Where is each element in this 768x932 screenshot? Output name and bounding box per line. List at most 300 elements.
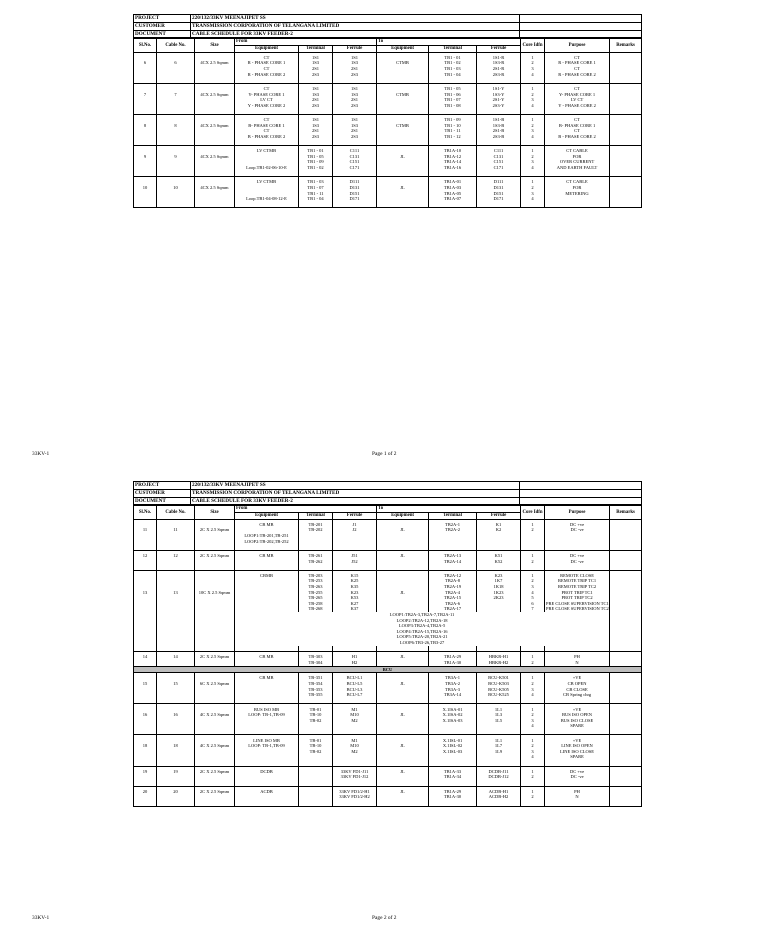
to-equipment: JL	[377, 654, 429, 660]
from-ferrule: 1S3	[333, 60, 377, 66]
cable-no: 6	[157, 60, 195, 66]
from-ferrule: H2	[333, 660, 377, 666]
from-ferrule: M1	[333, 707, 377, 713]
col-from-ferrule: Ferrule	[333, 512, 377, 519]
from-ferrule: 1S1	[333, 55, 377, 61]
from-equipment: LOOP1:TB-201,TB-251	[235, 533, 299, 539]
from-ferrule: C111	[333, 148, 377, 154]
to-equipment: JL	[377, 553, 429, 559]
from-equipment: CT	[235, 66, 299, 72]
to-ferrule: BCU-K501	[477, 675, 521, 681]
sl-no: 10	[134, 185, 157, 191]
blank-cell	[429, 202, 477, 208]
from-terminal: TB-202	[299, 527, 333, 533]
cable-no: 14	[157, 654, 195, 660]
to-equipment: JL	[377, 154, 429, 160]
purpose: PROT TRIP TC2	[545, 595, 610, 601]
from-terminal: 1S3	[299, 92, 333, 98]
to-terminal: TB2A-2	[429, 527, 477, 533]
from-terminal: TB-10	[299, 743, 333, 749]
from-equipment: B - PHASE CORE 2	[235, 134, 299, 140]
core-idfn: 3	[521, 687, 545, 693]
core-idfn: 3	[521, 66, 545, 72]
from-terminal: 2S1	[299, 66, 333, 72]
loop-note: LOOP2:TB2A-12,TB2A-18	[235, 618, 610, 624]
to-ferrule: HBKR-H2	[477, 660, 521, 666]
loop-note: LOOP5:TB2A-20,TB2A-21	[235, 634, 610, 640]
from-terminal: TB-255	[299, 590, 333, 596]
to-terminal: TB1A-34	[429, 774, 477, 780]
from-terminal: 1S1	[299, 86, 333, 92]
to-terminal: X.1ISA-02	[429, 712, 477, 718]
cable-no: 19	[157, 769, 195, 775]
blank-cell	[377, 800, 429, 806]
customer-label: CUSTOMER	[134, 22, 191, 30]
cable-size: 4C X 2.5 Sqmm	[195, 712, 235, 718]
customer-label: CUSTOMER	[134, 489, 191, 497]
from-ferrule: 1S1	[333, 86, 377, 92]
from-terminal: TB-351	[299, 675, 333, 681]
purpose: B- PHASE CORE 1	[545, 123, 610, 129]
from-equipment: B- PHASE CORE 1	[235, 123, 299, 129]
from-ferrule: 2S3	[333, 134, 377, 140]
to-ferrule: C111	[477, 148, 521, 154]
sl-no: 15	[134, 681, 157, 687]
purpose: N	[545, 660, 610, 666]
blank-cell	[333, 800, 377, 806]
col-cable-no: Cable No.	[157, 39, 195, 52]
purpose: CB OPEN	[545, 681, 610, 687]
blank-cell	[157, 202, 195, 208]
core-idfn: 2	[521, 774, 545, 780]
cable-no: 13	[157, 590, 195, 596]
from-ferrule: C131	[333, 154, 377, 160]
loop-note: LOOP1:TB2A-3,TB2A-7,TB2A-11	[235, 612, 610, 618]
footer-left-1: 33KV-1	[32, 451, 50, 457]
to-ferrule: DCDB-J12	[477, 774, 521, 780]
from-ferrule: BCU-L7	[333, 692, 377, 698]
to-terminal: X.1ISL-03	[429, 749, 477, 755]
blank-cell	[235, 202, 299, 208]
to-terminal: TB2A-6	[429, 601, 477, 607]
cable-size: 10C X 2.5 Sqmm	[195, 590, 235, 596]
blank-cell	[545, 202, 610, 208]
core-idfn: 1	[521, 553, 545, 559]
from-terminal: TB-353	[299, 687, 333, 693]
to-terminal: X.1ISA-01	[429, 707, 477, 713]
cable-size: 4CX 2.5 Sqmm	[195, 60, 235, 66]
from-terminal: TB-01	[299, 738, 333, 744]
from-equipment: CB MB	[235, 522, 299, 528]
from-equipment: DCDB	[235, 769, 299, 775]
core-idfn: 1	[521, 522, 545, 528]
from-terminal: TB-201	[299, 522, 333, 528]
purpose: REMOTE CLOSE	[545, 573, 610, 579]
from-ferrule: 1S3	[333, 123, 377, 129]
core-idfn: 2	[521, 712, 545, 718]
purpose: FOR	[545, 185, 610, 191]
from-terminal: TB-02	[299, 749, 333, 755]
core-idfn: 1	[521, 654, 545, 660]
cable-size: 4C X 2.5 Sqmm	[195, 743, 235, 749]
col-to-ferrule: Ferrule	[477, 512, 521, 519]
core-idfn: 4	[521, 692, 545, 698]
from-ferrule: C171	[333, 165, 377, 171]
cable-no: 20	[157, 789, 195, 795]
to-ferrule: 1S3-R	[477, 60, 521, 66]
to-terminal: TB2A-1	[429, 522, 477, 528]
from-ferrule: K25	[333, 578, 377, 584]
to-ferrule: ACDB-H2	[477, 794, 521, 800]
col-from-equipment: Equipment	[235, 45, 299, 52]
to-terminal: TB1 - 08	[429, 103, 477, 109]
blank-cell	[195, 202, 235, 208]
from-terminal: TB-261	[299, 553, 333, 559]
from-ferrule: J1	[333, 522, 377, 528]
from-terminal: TB-10	[299, 712, 333, 718]
to-terminal: TB1A-29	[429, 789, 477, 795]
from-terminal: TB1 - 05	[299, 154, 333, 160]
from-equipment: LOOP: TB-1,TB-09	[235, 743, 299, 749]
to-ferrule: 2S1-B	[477, 128, 521, 134]
document-label: DOCUMENT	[134, 497, 191, 505]
from-equipment: Loop.TB1-04-08-12-E	[235, 196, 299, 202]
from-equipment: CB MB	[235, 675, 299, 681]
purpose: CT CABLE	[545, 148, 610, 154]
to-equipment: JL	[377, 681, 429, 687]
from-ferrule: M2	[333, 718, 377, 724]
sl-no: 9	[134, 154, 157, 160]
purpose: PH	[545, 654, 610, 660]
col-from-terminal: Terminal	[299, 512, 333, 519]
core-idfn: 2	[521, 185, 545, 191]
to-ferrule: K2	[477, 527, 521, 533]
to-terminal: TB3A-2	[429, 681, 477, 687]
core-idfn: 4	[521, 134, 545, 140]
from-ferrule: 33KV FD1/2-H2	[333, 794, 377, 800]
to-terminal: TB1A-03	[429, 185, 477, 191]
purpose: BUS ISO CLOSE	[545, 718, 610, 724]
from-terminal: 1S1	[299, 55, 333, 61]
col-cable-no: Cable No.	[157, 506, 195, 519]
from-terminal: TB1 - 09	[299, 159, 333, 165]
to-ferrule: 1S1-B	[477, 117, 521, 123]
cable-no: 8	[157, 123, 195, 129]
to-terminal: TB3A-1	[429, 675, 477, 681]
to-terminal: TB1A-16	[429, 165, 477, 171]
to-ferrule: 1L1	[477, 738, 521, 744]
to-terminal: TB1 - 06	[429, 92, 477, 98]
from-ferrule: 2S1	[333, 97, 377, 103]
to-terminal: TB3A-3	[429, 687, 477, 693]
to-equipment: CTMB	[377, 92, 429, 98]
to-ferrule: D151	[477, 191, 521, 197]
loop-note: LOOP6:TB3-26,TB3-27	[235, 640, 610, 646]
purpose: DC -ve	[545, 527, 610, 533]
core-idfn: 3	[521, 718, 545, 724]
from-terminal: TB-253	[299, 578, 333, 584]
purpose: CT	[545, 86, 610, 92]
col-to: To	[377, 506, 521, 513]
core-idfn: 4	[521, 754, 545, 760]
cable-no: 7	[157, 92, 195, 98]
loop-note: LOOP3:TB2A-4,TB2A-5	[235, 623, 610, 629]
from-terminal: TB-268	[299, 606, 333, 612]
purpose: CB Spring chrg	[545, 692, 610, 698]
core-idfn: 2	[521, 60, 545, 66]
from-equipment: LOOP2:TB-202,TB-252	[235, 539, 299, 545]
from-ferrule: 1S1	[333, 117, 377, 123]
to-terminal: TB2A-13	[429, 553, 477, 559]
from-terminal: 2S1	[299, 97, 333, 103]
purpose: SPARE	[545, 754, 610, 760]
purpose: LINE ISO CLOSE	[545, 749, 610, 755]
core-idfn: 3	[521, 584, 545, 590]
from-ferrule: BCU-L1	[333, 675, 377, 681]
to-terminal: TB2A-19	[429, 584, 477, 590]
to-ferrule: D171	[477, 196, 521, 202]
blank-cell	[195, 800, 235, 806]
sl-no: 14	[134, 654, 157, 660]
to-terminal: TB2A-14	[429, 559, 477, 565]
col-to-ferrule: Ferrule	[477, 45, 521, 52]
from-terminal: 1S3	[299, 123, 333, 129]
from-terminal: TB1 - 04	[299, 196, 333, 202]
purpose: PROT TRIP TC1	[545, 590, 610, 596]
from-terminal: 2S1	[299, 128, 333, 134]
from-equipment: Y - PHASE CORE 2	[235, 103, 299, 109]
from-ferrule: 1S3	[333, 92, 377, 98]
core-idfn: 3	[521, 159, 545, 165]
core-idfn: 2	[521, 794, 545, 800]
blank-cell	[610, 202, 642, 208]
from-ferrule: K53	[333, 595, 377, 601]
blank-cell	[521, 800, 545, 806]
from-ferrule: D151	[333, 191, 377, 197]
from-equipment: ACDB	[235, 789, 299, 795]
col-slno: Sl.No.	[134, 506, 157, 519]
purpose: CT	[545, 117, 610, 123]
from-ferrule: BCU-L5	[333, 681, 377, 687]
core-idfn: 4	[521, 590, 545, 596]
to-ferrule: 1K18	[477, 584, 521, 590]
to-ferrule: K52	[477, 559, 521, 565]
core-idfn: 5	[521, 595, 545, 601]
footer-left-2: 33KV-1	[32, 915, 50, 921]
project-label: PROJECT	[134, 15, 191, 23]
to-terminal: TB1A-14	[429, 159, 477, 165]
to-terminal: TB1 - 09	[429, 117, 477, 123]
core-idfn: 1	[521, 707, 545, 713]
sl-no: 11	[134, 527, 157, 533]
to-terminal: TB3A-14	[429, 692, 477, 698]
customer-value: TRANSMISSION CORPORATION OF TELANGANA LIMITED	[191, 489, 520, 497]
purpose: N	[545, 794, 610, 800]
purpose: SPARE	[545, 723, 610, 729]
from-terminal: TB-203	[299, 573, 333, 579]
purpose: METERING	[545, 191, 610, 197]
purpose: +VE	[545, 707, 610, 713]
from-equipment: BUS ISO MB	[235, 707, 299, 713]
purpose: DC +ve	[545, 553, 610, 559]
sl-no: 8	[134, 123, 157, 129]
purpose: CT CABLE	[545, 179, 610, 185]
core-idfn: 3	[521, 97, 545, 103]
from-ferrule: K15	[333, 573, 377, 579]
from-equipment: LV CTMB	[235, 148, 299, 154]
to-ferrule: 1K23	[477, 590, 521, 596]
to-terminal: X.1ISL-02	[429, 743, 477, 749]
to-ferrule: DCDB-J11	[477, 769, 521, 775]
to-ferrule: C131	[477, 154, 521, 160]
to-terminal: TB1 - 12	[429, 134, 477, 140]
header-blank	[520, 15, 642, 23]
col-from-ferrule: Ferrule	[333, 45, 377, 52]
to-ferrule: D111	[477, 179, 521, 185]
to-terminal: TB2A-8	[429, 578, 477, 584]
cable-no: 16	[157, 712, 195, 718]
purpose: PH	[545, 789, 610, 795]
to-ferrule: C151	[477, 159, 521, 165]
customer-value: TRANSMISSION CORPORATION OF TELANGANA LIMITED	[191, 22, 520, 30]
col-to-equipment: Equipment	[377, 45, 429, 52]
from-ferrule: 33KV FD1-J11	[333, 769, 377, 775]
to-equipment: JL	[377, 743, 429, 749]
from-terminal: TB-01	[299, 707, 333, 713]
col-from: From	[235, 39, 377, 46]
to-terminal: TB1 - 11	[429, 128, 477, 134]
from-terminal: TB-355	[299, 692, 333, 698]
to-terminal: TB1A-12	[429, 154, 477, 160]
document-value: CABLE SCHEDULE FOR 33KV FEEDER-2	[191, 30, 520, 38]
from-terminal: TB1 - 03	[299, 179, 333, 185]
to-terminal: TB1 - 10	[429, 123, 477, 129]
cable-size: 2C X 2.5 Sqmm	[195, 769, 235, 775]
core-idfn: 2	[521, 578, 545, 584]
core-idfn: 1	[521, 738, 545, 744]
cable-no: 15	[157, 681, 195, 687]
from-ferrule: M1	[333, 738, 377, 744]
purpose: B - PHASE CORE 2	[545, 134, 610, 140]
purpose: R - PHASE CORE 2	[545, 72, 610, 78]
purpose: DC -ve	[545, 559, 610, 565]
from-terminal: TB-258	[299, 601, 333, 607]
blank-cell	[134, 800, 157, 806]
to-ferrule: BCU-K525	[477, 692, 521, 698]
purpose: CB CLOSE	[545, 687, 610, 693]
purpose: AND EARTH FAULT	[545, 165, 610, 171]
col-from-terminal: Terminal	[299, 45, 333, 52]
purpose: CT	[545, 128, 610, 134]
from-ferrule: 2S1	[333, 66, 377, 72]
cable-size: 4CX 2.5 Sqmm	[195, 154, 235, 160]
header-blank	[520, 30, 642, 38]
document-header	[133, 481, 642, 505]
header-blank	[520, 22, 642, 30]
from-equipment: LV CTMB	[235, 179, 299, 185]
bcu-section-row	[134, 666, 642, 673]
to-ferrule: HBKR-H1	[477, 654, 521, 660]
col-size: Size	[195, 39, 235, 52]
page-2	[133, 481, 641, 807]
from-terminal: TB-265	[299, 595, 333, 601]
core-idfn: 1	[521, 179, 545, 185]
to-ferrule: 2K23	[477, 595, 521, 601]
to-terminal: TB1 - 07	[429, 97, 477, 103]
to-terminal: TB2A-17	[429, 606, 477, 612]
col-remarks: Remarks	[610, 506, 642, 519]
to-equipment: JL	[377, 590, 429, 596]
to-terminal: X.1ISA-03	[429, 718, 477, 724]
to-equipment: CTMB	[377, 60, 429, 66]
sl-no: 18	[134, 743, 157, 749]
to-ferrule: 2S3-B	[477, 134, 521, 140]
from-equipment: LINE ISO MB	[235, 738, 299, 744]
cable-size: 2C X 2.5 Sqmm	[195, 789, 235, 795]
blank-cell	[477, 800, 521, 806]
core-idfn: 4	[521, 196, 545, 202]
to-terminal: X.1ISL-01	[429, 738, 477, 744]
from-terminal: 2S3	[299, 134, 333, 140]
from-equipment: CT	[235, 55, 299, 61]
sl-no: 19	[134, 769, 157, 775]
core-idfn: 1	[521, 675, 545, 681]
blank-cell	[299, 202, 333, 208]
cable-no: 11	[157, 527, 195, 533]
to-ferrule: ACDB-H1	[477, 789, 521, 795]
core-idfn: 7	[521, 606, 545, 612]
from-equipment: CT	[235, 128, 299, 134]
bcu-label: BCU	[134, 666, 642, 673]
to-equipment: JL	[377, 185, 429, 191]
sl-no: 6	[134, 60, 157, 66]
document-header	[133, 14, 642, 38]
col-to-terminal: Terminal	[429, 45, 477, 52]
from-ferrule: K27	[333, 601, 377, 607]
from-equipment: R - PHASE CORE 2	[235, 72, 299, 78]
core-idfn: 2	[521, 743, 545, 749]
core-idfn: 2	[521, 92, 545, 98]
to-ferrule: 2S3-R	[477, 72, 521, 78]
from-ferrule: 2S3	[333, 103, 377, 109]
from-ferrule: K23	[333, 590, 377, 596]
to-terminal: TB1A-29	[429, 654, 477, 660]
core-idfn: 1	[521, 148, 545, 154]
from-ferrule: M2	[333, 749, 377, 755]
from-terminal: TB-304	[299, 660, 333, 666]
from-equipment: CT	[235, 117, 299, 123]
cable-no: 9	[157, 154, 195, 160]
blank-cell	[134, 202, 157, 208]
footer-page-2: Page 2 of 2	[372, 915, 397, 921]
from-ferrule: H1	[333, 654, 377, 660]
cable-size: 4CX 2.5 Sqmm	[195, 185, 235, 191]
col-size: Size	[195, 506, 235, 519]
core-idfn: 1	[521, 789, 545, 795]
core-idfn: 2	[521, 559, 545, 565]
core-idfn: 4	[521, 103, 545, 109]
blank-cell	[477, 202, 521, 208]
to-terminal: TB1A-30	[429, 660, 477, 666]
to-terminal: TB2A-4	[429, 590, 477, 596]
to-ferrule: 1S3-Y	[477, 92, 521, 98]
from-ferrule: 33KV FD1/2-H1	[333, 789, 377, 795]
purpose: Y- PHASE CORE 1	[545, 92, 610, 98]
cable-no: 12	[157, 553, 195, 559]
from-terminal: TB1 - 07	[299, 185, 333, 191]
to-ferrule: 2S1-R	[477, 66, 521, 72]
from-ferrule: C151	[333, 159, 377, 165]
